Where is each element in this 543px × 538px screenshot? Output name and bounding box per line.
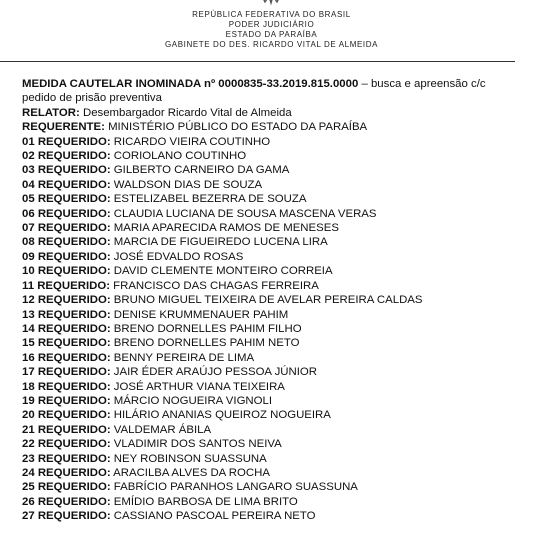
requerente-label: REQUERENTE: bbox=[22, 121, 105, 134]
requerido-line bbox=[22, 480, 512, 494]
requerido-name: CORIOLANO COUTINHO bbox=[110, 150, 247, 163]
document-header bbox=[0, 10, 543, 50]
requerido-label: 27 REQUERIDO: bbox=[22, 510, 111, 523]
requerido-line bbox=[22, 423, 512, 437]
document-body bbox=[22, 77, 512, 524]
requerido-label: 25 REQUERIDO: bbox=[22, 481, 111, 494]
requerido-name: BRENO DORNELLES PAHIM NETO bbox=[110, 337, 300, 350]
requerido-label: 17 REQUERIDO: bbox=[22, 366, 111, 379]
requerido-label: 26 REQUERIDO: bbox=[22, 495, 111, 508]
header-office: GABINETE DO DES. RICARDO VITAL DE ALMEIDA bbox=[164, 40, 379, 49]
requerido-line bbox=[22, 192, 512, 206]
requerido-line bbox=[22, 178, 512, 192]
requerido-line bbox=[22, 135, 512, 149]
header-state: ESTADO DA PARAÍBA bbox=[225, 30, 318, 39]
requerido-line bbox=[22, 336, 512, 350]
header-republic: REPÚBLICA FEDERATIVA DO BRASIL bbox=[192, 10, 351, 19]
requerido-name: MÁRCIO NOGUEIRA VIGNOLI bbox=[110, 394, 273, 407]
requerido-line bbox=[22, 308, 512, 322]
requerido-name: BRUNO MIGUEL TEIXEIRA DE AVELAR PEREIRA CALDAS bbox=[110, 294, 423, 307]
requerido-line bbox=[22, 293, 512, 307]
header-judiciary: PODER JUDICIÁRIO bbox=[228, 20, 315, 29]
requerido-line bbox=[22, 250, 512, 264]
requerido-label: 21 REQUERIDO: bbox=[22, 423, 111, 436]
relator-label: RELATOR: bbox=[22, 106, 80, 119]
requerido-name: BRENO DORNELLES PAHIM FILHO bbox=[110, 322, 302, 335]
requerido-name: ARACILBA ALVES DA ROCHA bbox=[110, 466, 270, 479]
requerido-name: VLADIMIR DOS SANTOS NEIVA bbox=[110, 438, 282, 451]
requerido-line bbox=[22, 495, 512, 509]
requerido-name: VALDEMAR ÁBILA bbox=[110, 423, 212, 436]
requerido-label: 10 REQUERIDO: bbox=[22, 265, 111, 278]
coat-of-arms-icon bbox=[259, 0, 283, 6]
requerido-label: 13 REQUERIDO: bbox=[22, 308, 111, 321]
requerido-label: 24 REQUERIDO: bbox=[22, 466, 111, 479]
requerido-name: HILÁRIO ANANIAS QUEIROZ NOGUEIRA bbox=[110, 409, 331, 422]
requerido-line bbox=[22, 221, 512, 235]
requerido-line bbox=[22, 207, 512, 221]
requerido-line bbox=[22, 235, 512, 249]
requerido-name: DAVID CLEMENTE MONTEIRO CORREIA bbox=[110, 265, 333, 278]
relator-value: Desembargador Ricardo Vital de Almeida bbox=[79, 106, 292, 119]
requerido-label: 06 REQUERIDO: bbox=[22, 207, 111, 220]
requerido-line bbox=[22, 351, 512, 365]
requerido-line bbox=[22, 408, 512, 422]
requerido-label: 15 REQUERIDO: bbox=[22, 337, 111, 350]
requerido-name: MARIA APARECIDA RAMOS DE MENESES bbox=[110, 222, 339, 235]
requerido-label: 19 REQUERIDO: bbox=[22, 394, 111, 407]
requerido-line bbox=[22, 452, 512, 466]
requerido-label: 07 REQUERIDO: bbox=[22, 222, 111, 235]
requerido-label: 09 REQUERIDO: bbox=[22, 250, 111, 263]
requeridos-list bbox=[22, 135, 512, 524]
requerido-label: 16 REQUERIDO: bbox=[22, 351, 111, 364]
requerido-line bbox=[22, 509, 512, 523]
requerido-name: CASSIANO PASCOAL PEREIRA NETO bbox=[110, 510, 316, 523]
requerido-label: 22 REQUERIDO: bbox=[22, 438, 111, 451]
requerido-name: ESTELIZABEL BEZERRA DE SOUZA bbox=[110, 193, 307, 206]
requerido-label: 05 REQUERIDO: bbox=[22, 193, 111, 206]
requerido-label: 20 REQUERIDO: bbox=[22, 409, 111, 422]
requerido-name: JOSÉ EDVALDO ROSAS bbox=[110, 250, 244, 263]
requerente-value: MINISTÉRIO PÚBLICO DO ESTADO DA PARAÍBA bbox=[104, 121, 368, 134]
requerido-label: 04 REQUERIDO: bbox=[22, 178, 111, 191]
requerido-line bbox=[22, 365, 512, 379]
requerido-name: NEY ROBINSON SUASSUNA bbox=[110, 452, 267, 465]
requerente-line bbox=[22, 120, 512, 134]
requerido-name: RICARDO VIEIRA COUTINHO bbox=[110, 135, 271, 148]
requerido-label: 23 REQUERIDO: bbox=[22, 452, 111, 465]
case-title-bold: MEDIDA CAUTELAR INOMINADA nº 0000835-33.2019.815.0000 bbox=[22, 78, 359, 90]
requerido-name: DENISE KRUMMENAUER PAHIM bbox=[110, 308, 289, 321]
requerido-label: 12 REQUERIDO: bbox=[22, 294, 111, 307]
requerido-label: 01 REQUERIDO: bbox=[22, 135, 111, 148]
requerido-name: JOSÉ ARTHUR VIANA TEIXEIRA bbox=[110, 380, 285, 393]
requerido-name: CLAUDIA LUCIANA DE SOUSA MASCENA VERAS bbox=[110, 207, 377, 220]
header-divider bbox=[0, 61, 515, 62]
requerido-label: 14 REQUERIDO: bbox=[22, 322, 111, 335]
requerido-line bbox=[22, 149, 512, 163]
requerido-line bbox=[22, 163, 512, 177]
case-title bbox=[22, 77, 512, 106]
case-title-rest: – busca e apreensão c/c pedido de prisão preventiva bbox=[22, 78, 486, 105]
requerido-name: WALDSON DIAS DE SOUZA bbox=[110, 178, 263, 191]
requerido-line bbox=[22, 380, 512, 394]
requerido-name: JAIR ÉDER ARAÚJO PESSOA JÚNIOR bbox=[110, 366, 317, 379]
requerido-label: 08 REQUERIDO: bbox=[22, 236, 111, 249]
requerido-line bbox=[22, 437, 512, 451]
requerido-label: 03 REQUERIDO: bbox=[22, 164, 111, 177]
requerido-name: FRANCISCO DAS CHAGAS FERREIRA bbox=[109, 279, 319, 292]
requerido-line bbox=[22, 322, 512, 336]
requerido-name: EMÍDIO BARBOSA DE LIMA BRITO bbox=[110, 495, 298, 508]
relator-line bbox=[22, 106, 512, 120]
requerido-label: 02 REQUERIDO: bbox=[22, 150, 111, 163]
requerido-line bbox=[22, 264, 512, 278]
requerido-line bbox=[22, 466, 512, 480]
requerido-name: FABRÍCIO PARANHOS LANGARO SUASSUNA bbox=[110, 481, 358, 494]
requerido-label: 18 REQUERIDO: bbox=[22, 380, 111, 393]
requerido-name: GILBERTO CARNEIRO DA GAMA bbox=[110, 164, 290, 177]
requerido-line bbox=[22, 394, 512, 408]
requerido-line bbox=[22, 279, 512, 293]
requerido-label: 11 REQUERIDO: bbox=[22, 279, 110, 292]
requerido-name: MARCIA DE FIGUEIREDO LUCENA LIRA bbox=[110, 236, 328, 249]
requerido-name: BENNY PEREIRA DE LIMA bbox=[110, 351, 255, 364]
